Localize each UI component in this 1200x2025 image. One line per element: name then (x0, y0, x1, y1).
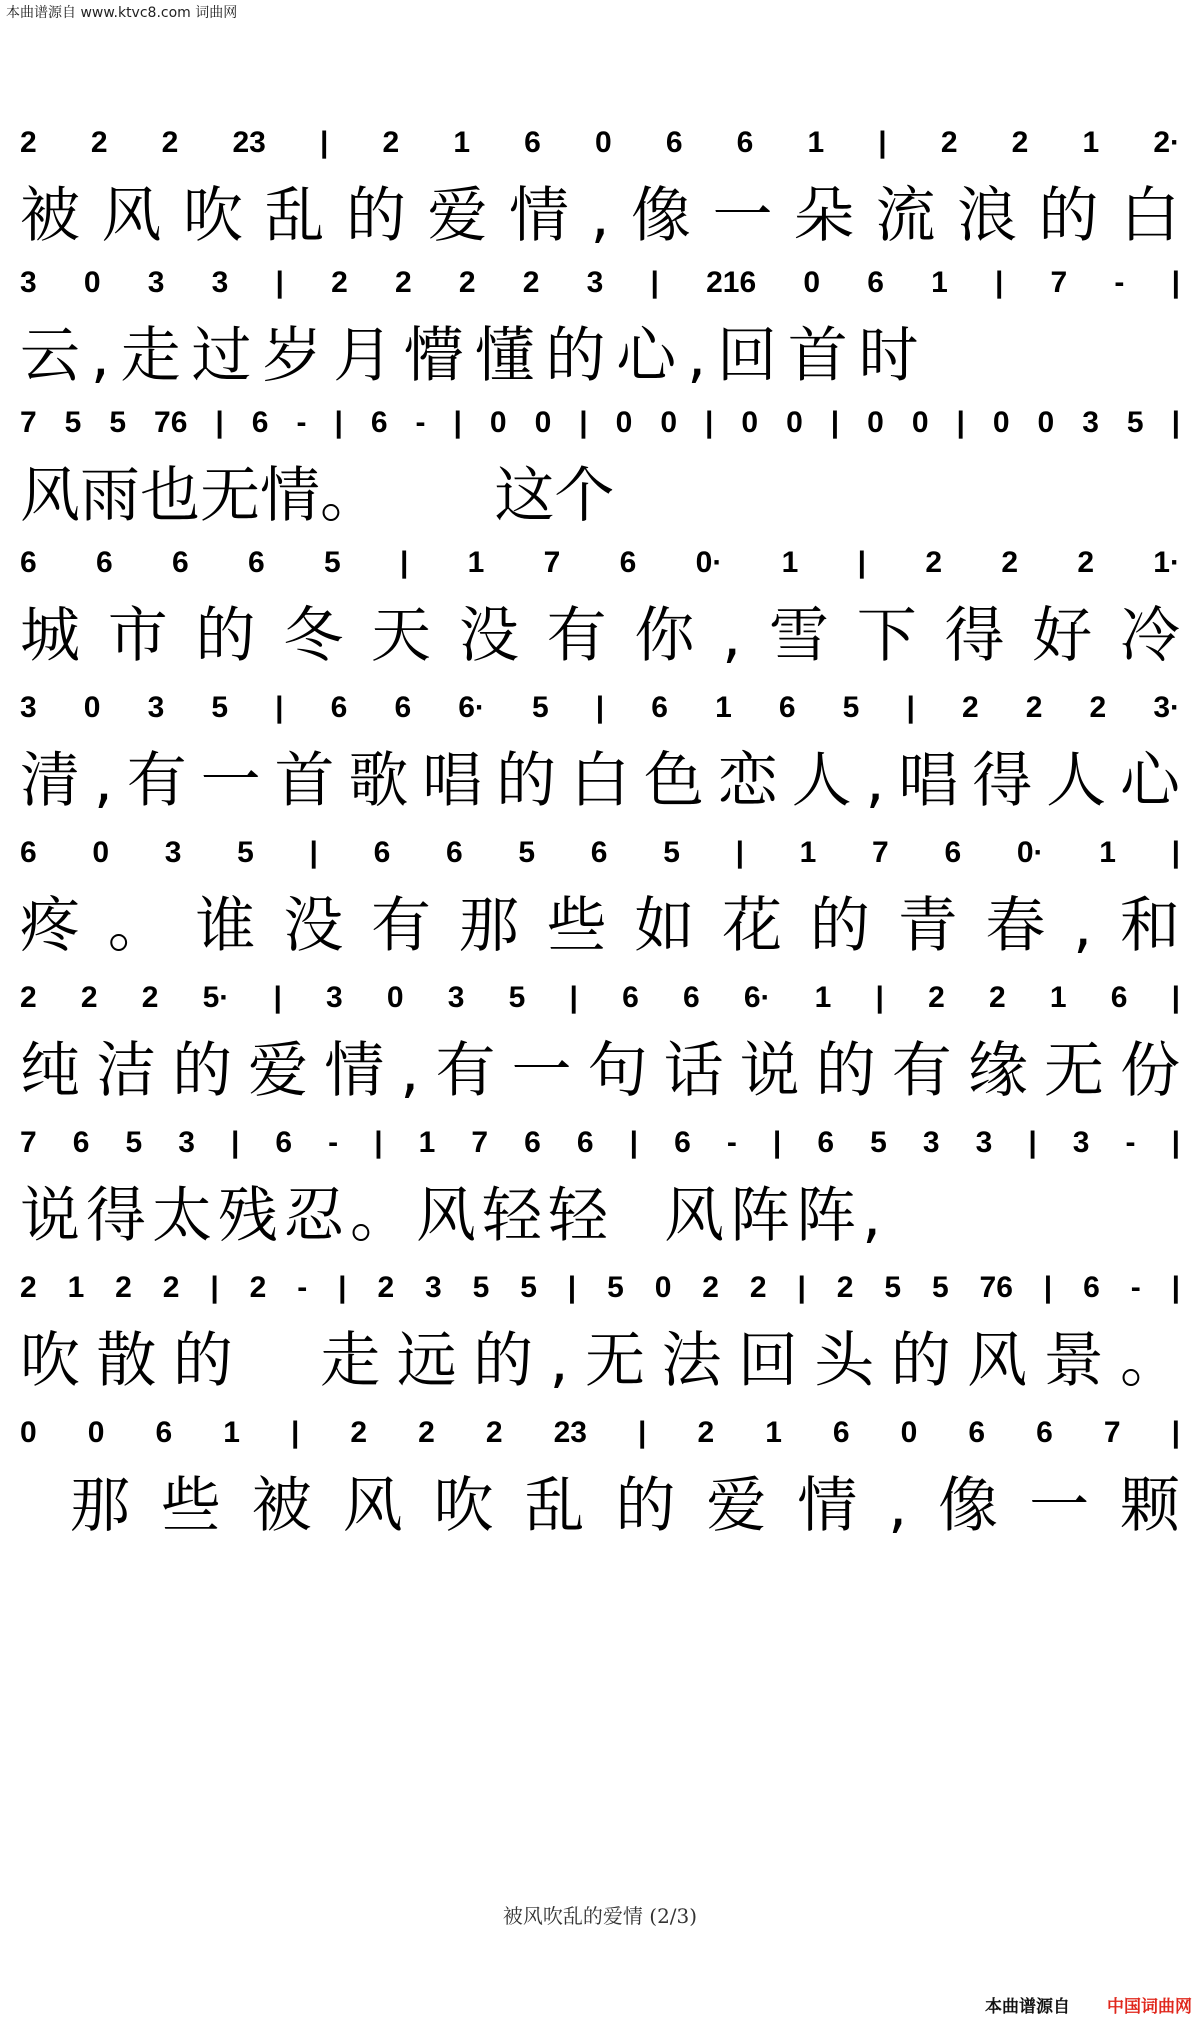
page-header: 本曲谱源自 www.ktvc8.com 词曲网 (6, 5, 238, 21)
score-system-10 (20, 1405, 1180, 1551)
score-system-4 (20, 535, 1180, 681)
notation-line: 3 0 3 3 | 2 2 2 2 3 | 216 0 6 1 | 7 - | (20, 266, 1180, 299)
score-system-3 (20, 395, 1180, 541)
notation-line: 2 1 2 2 | 2 - | 2 3 5 5 | 5 0 2 2 | 2 5 5 76 | 6 - | (20, 1271, 1180, 1304)
score-system-8 (20, 1115, 1180, 1261)
lyrics-line: 说得太残忍。风轻轻 风阵阵, (20, 1181, 888, 1251)
footer-site-link[interactable]: 中国词曲网 (1107, 1997, 1192, 2017)
score-system-9 (20, 1260, 1180, 1406)
score-system-1 (20, 115, 1180, 261)
notation-line: 7 6 5 3 | 6 - | 1 7 6 6 | 6 - | 6 5 3 3 | 3 - | (20, 1126, 1180, 1159)
page-footer-title: 被风吹乱的爱情 (2/3) (502, 1904, 698, 1928)
lyrics-line: 被风吹乱的爱情,像一朵流浪的白 (20, 181, 1180, 251)
lyrics-line: 那些被风吹乱的爱情,像一颗 (20, 1471, 1180, 1541)
lyrics-line: 风雨也无情。 这个 (20, 461, 615, 531)
notation-line: 2 2 2 23 | 2 1 6 0 6 6 1 | 2 2 1 2· (20, 126, 1180, 159)
score-system-5 (20, 680, 1180, 826)
lyrics-line: 城市的冬天没有你,雪下得好冷 (20, 601, 1180, 671)
score-system-6 (20, 825, 1180, 971)
notation-line: 3 0 3 5 | 6 6 6· 5 | 6 1 6 5 | 2 2 2 3· (20, 691, 1180, 724)
notation-line: 0 0 6 1 | 2 2 2 23 | 2 1 6 0 6 6 7 | (20, 1416, 1180, 1449)
score-system-7 (20, 970, 1180, 1116)
lyrics-line: 云,走过岁月懵懂的心,回首时 (20, 321, 930, 391)
notation-line: 6 6 6 6 5 | 1 7 6 0· 1 | 2 2 2 1· (20, 546, 1180, 579)
score-system-2 (20, 255, 1180, 401)
notation-line: 7 5 5 76 | 6 - | 6 - | 0 0 | 0 0 | 0 0 | 0 0 | 0 0 3 5 | (20, 406, 1180, 439)
notation-line: 6 0 3 5 | 6 6 5 6 5 | 1 7 6 0· 1 | (20, 836, 1180, 869)
lyrics-line: 纯洁的爱情,有一句话说的有缘无份 (20, 1036, 1180, 1106)
lyrics-line: 吹散的 走远的,无法回头的风景。 (20, 1326, 1180, 1396)
notation-line: 2 2 2 5· | 3 0 3 5 | 6 6 6· 1 | 2 2 1 6 | (20, 981, 1180, 1014)
lyrics-line: 疼。谁没有那些如花的青春,和 (20, 891, 1180, 961)
footer-source-label: 本曲谱源自 (985, 1997, 1070, 2017)
lyrics-line: 清,有一首歌唱的白色恋人,唱得人心 (20, 746, 1180, 816)
